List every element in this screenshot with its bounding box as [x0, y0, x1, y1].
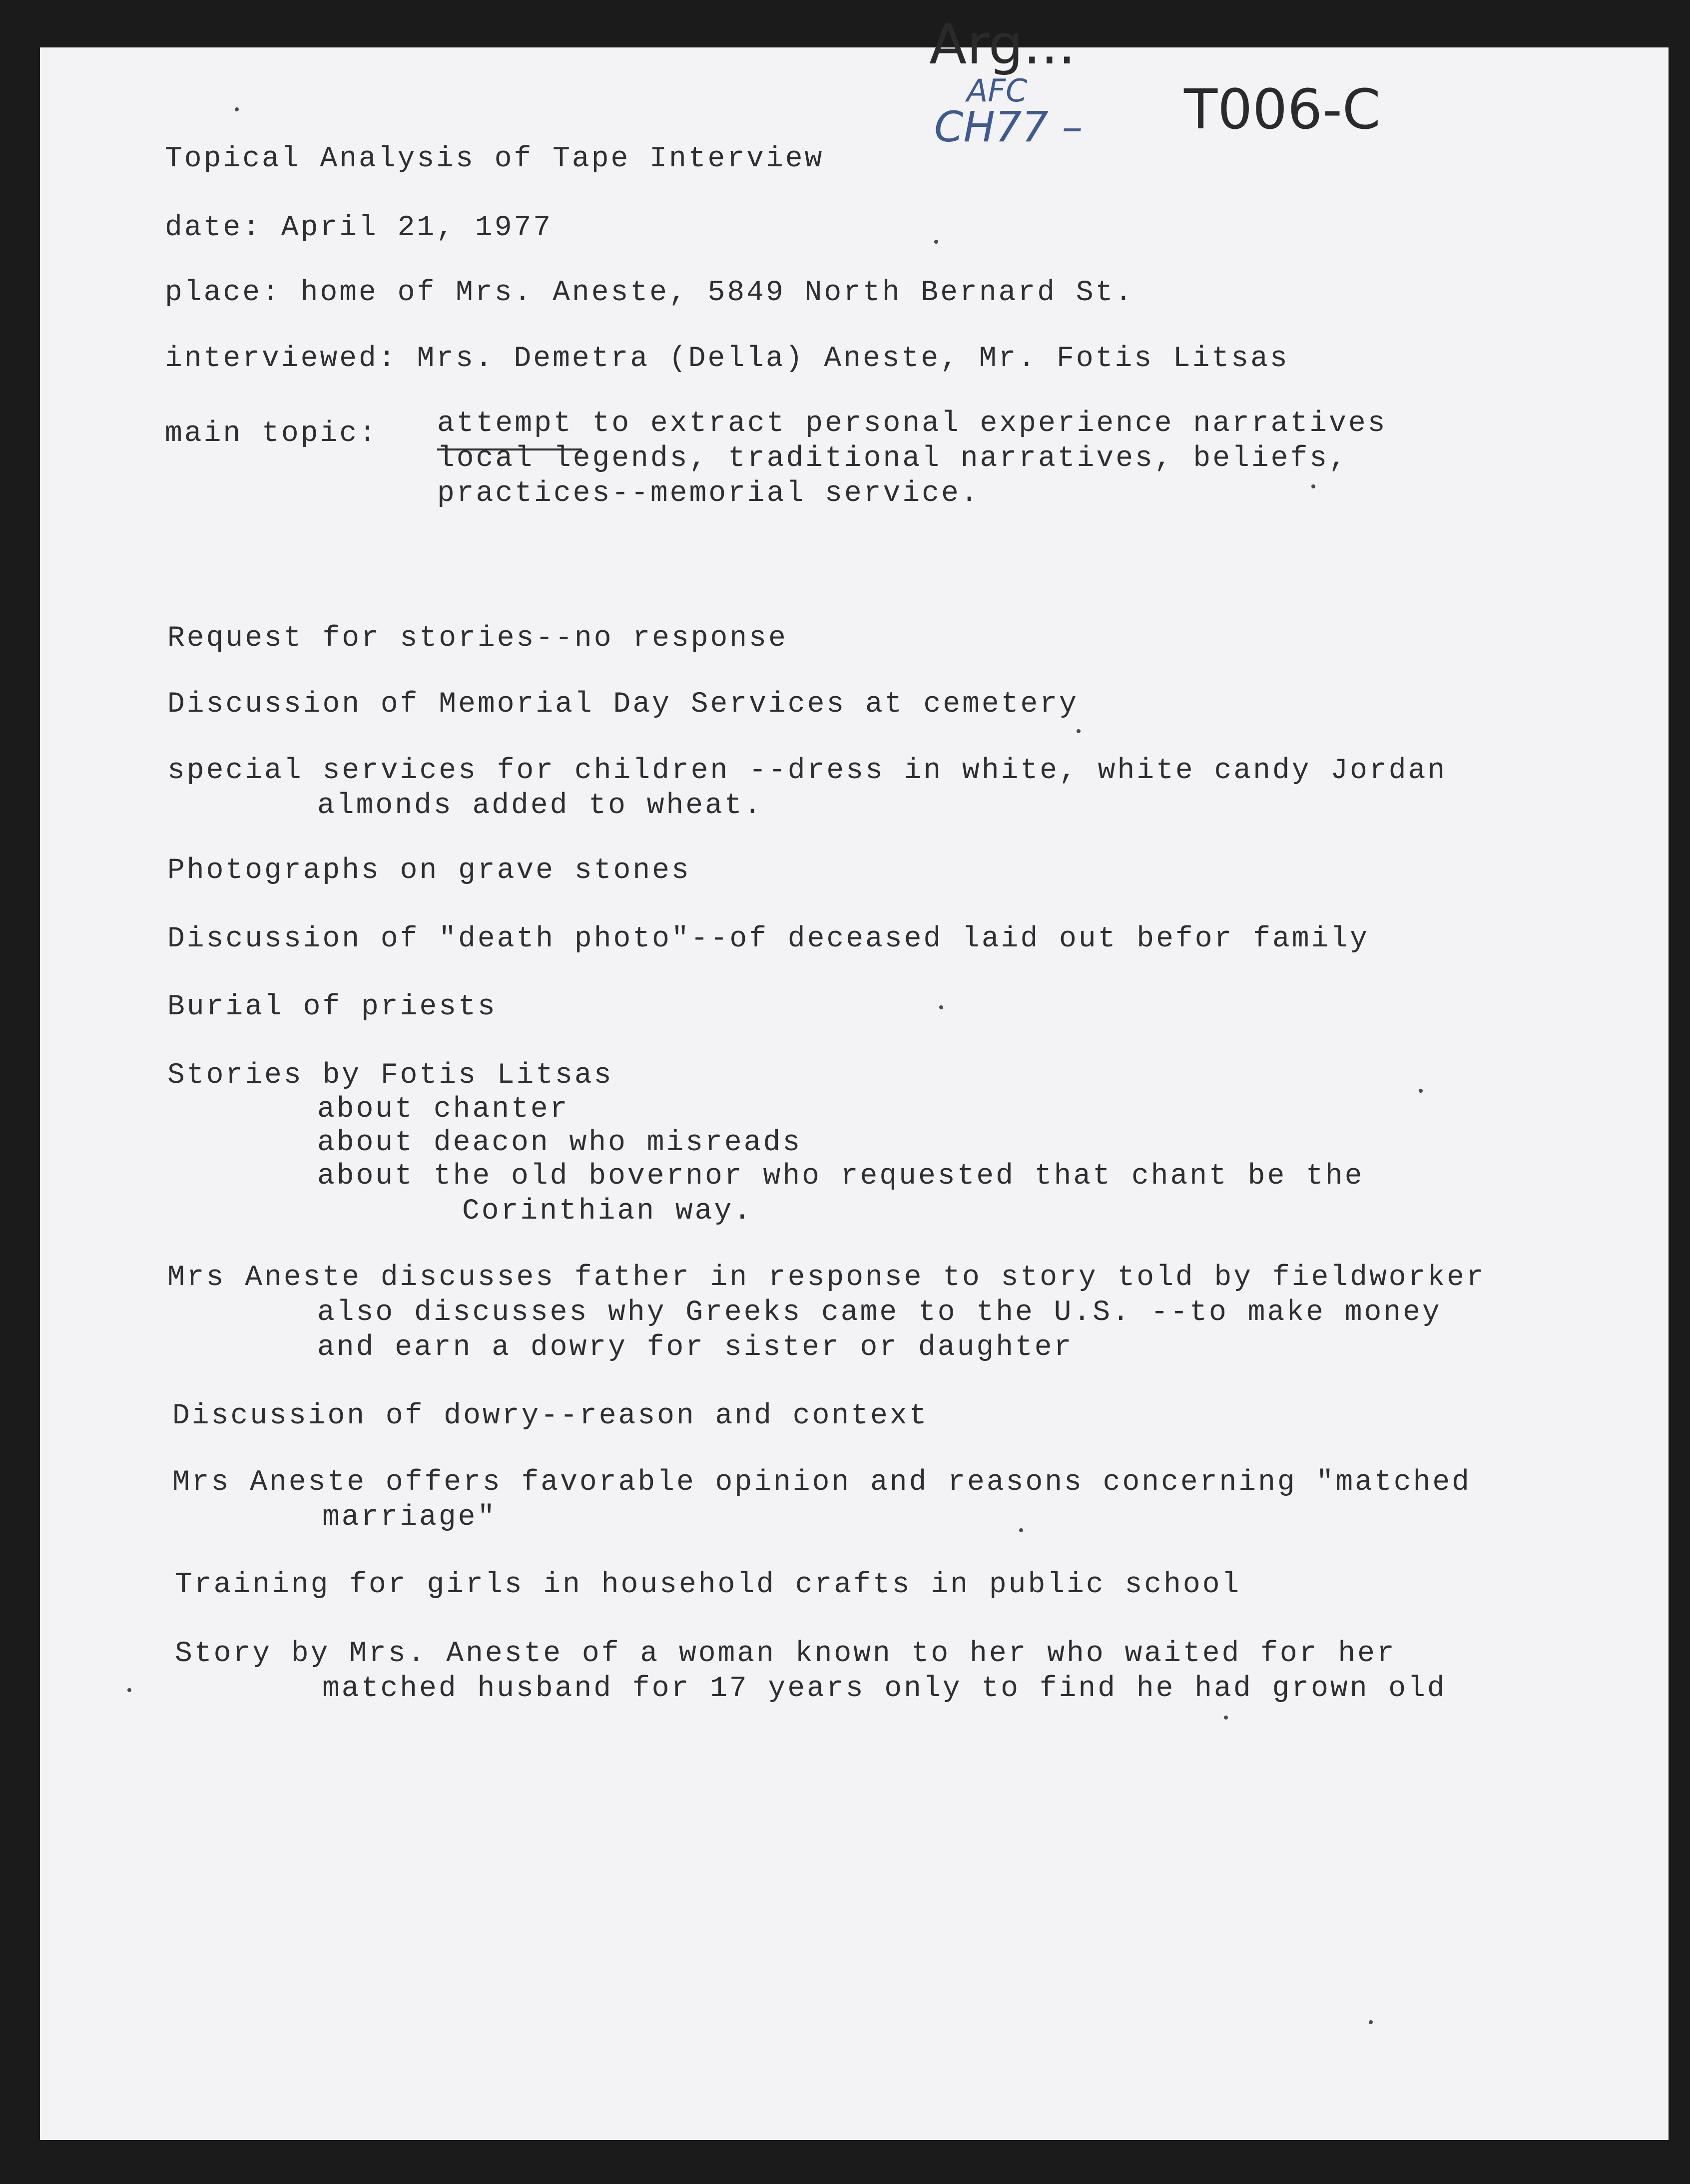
main-topic-line: practices--memorial service. — [437, 477, 980, 510]
paper-speck — [939, 1005, 943, 1009]
paper-speck — [1077, 729, 1081, 733]
paper-speck — [1019, 1528, 1023, 1532]
paper-speck — [1311, 484, 1315, 488]
document-page — [40, 12, 1669, 2140]
handwritten-collection-number: CH77 – — [934, 102, 1083, 151]
topic-item: Burial of priests — [167, 991, 497, 1023]
topic-subitem: about the old bovernor who requested that chant be the — [317, 1160, 1364, 1193]
paper-speck — [127, 1688, 131, 1692]
paper-speck — [235, 107, 239, 111]
paper-speck — [1369, 2020, 1373, 2024]
topic-item-continuation: marriage" — [322, 1501, 497, 1534]
handwritten-tape-number: T006-C — [1184, 77, 1381, 141]
interview-place: place: home of Mrs. Aneste, 5849 North Bernard St. — [165, 277, 1134, 309]
topic-item: Mrs Aneste offers favorable opinion and reasons concerning "matched — [172, 1466, 1471, 1499]
topic-item-continuation: matched husband for 17 years only to find he had grown old — [322, 1673, 1447, 1705]
topic-item: Training for girls in household crafts in public school — [175, 1569, 1241, 1601]
handwritten-scrawl-top: Arg... — [929, 12, 1076, 76]
topic-item: Photographs on grave stones — [167, 855, 691, 887]
topic-item: Request for stories--no response — [167, 622, 788, 655]
topic-item: Discussion of dowry--reason and context — [172, 1400, 929, 1432]
topic-item: Discussion of Memorial Day Services at cemetery — [167, 688, 1079, 721]
topic-subitem: about chanter — [317, 1093, 569, 1126]
topic-item-continuation: almonds added to wheat. — [317, 790, 763, 822]
topic-item-continuation: Corinthian way. — [462, 1195, 753, 1228]
paper-speck — [1224, 1716, 1228, 1720]
topic-item: Story by Mrs. Aneste of a woman known to her who waited for her — [175, 1638, 1396, 1670]
main-topic-line: local legends, traditional narratives, beliefs, — [437, 442, 1348, 475]
main-topic-label: main topic: — [165, 418, 378, 450]
topic-subitem: about deacon who misreads — [317, 1127, 802, 1159]
topic-item: Mrs Aneste discusses father in response to story told by fieldworker — [167, 1262, 1486, 1294]
interview-date: date: April 21, 1977 — [165, 212, 553, 244]
handwritten-afc: AFC — [967, 72, 1028, 109]
topic-item: special services for children --dress in white, white candy Jordan — [167, 755, 1447, 787]
paper-speck — [1419, 1089, 1423, 1093]
topic-item-continuation: and earn a dowry for sister or daughter — [317, 1331, 1074, 1364]
topic-item: Stories by Fotis Litsas — [167, 1059, 613, 1092]
document-title: Topical Analysis of Tape Interview — [165, 143, 824, 175]
topic-item-continuation: also discusses why Greeks came to the U.S. --to make money — [317, 1297, 1442, 1329]
paper-speck — [934, 240, 938, 244]
main-topic-line: attempt to extract personal experience narratives — [437, 408, 1387, 440]
interviewees: interviewed: Mrs. Demetra (Della) Aneste, Mr. Fotis Litsas — [165, 343, 1289, 375]
topic-item: Discussion of "death photo"--of deceased laid out befor family — [167, 923, 1369, 955]
